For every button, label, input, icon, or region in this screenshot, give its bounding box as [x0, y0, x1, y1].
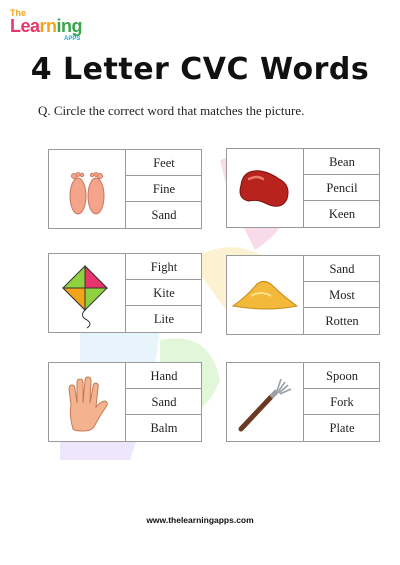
logo-text-top: The: [10, 8, 27, 18]
kite-icon: [49, 254, 125, 332]
word-option[interactable]: Most: [304, 282, 380, 308]
word-option[interactable]: Plate: [329, 421, 355, 435]
word-option[interactable]: Sand: [151, 208, 177, 222]
learning-apps-logo: [10, 8, 96, 44]
card-feet: [48, 149, 202, 229]
card-sand: [226, 255, 380, 335]
fork-icon: [227, 363, 303, 441]
word-option[interactable]: Pencil: [304, 175, 380, 201]
footer-url: www.thelearningapps.com: [146, 515, 254, 525]
sand-icon: [227, 256, 303, 334]
word-options: [303, 363, 380, 441]
word-option[interactable]: Bean: [304, 149, 380, 175]
word-option[interactable]: Sand: [126, 389, 202, 415]
word-options: [125, 363, 202, 441]
feet-icon: [49, 150, 125, 228]
card-bean: [226, 148, 380, 228]
logo-text-bottom: APPS: [64, 36, 81, 42]
logo-text-main: Learning: [10, 16, 83, 36]
word-option[interactable]: Fine: [126, 176, 202, 202]
word-option[interactable]: Fork: [304, 389, 380, 415]
word-option[interactable]: Feet: [126, 150, 202, 176]
card-fork: [226, 362, 380, 442]
word-option[interactable]: Rotten: [325, 314, 359, 328]
hand-icon: [49, 363, 125, 441]
word-option[interactable]: Lite: [153, 312, 175, 326]
word-options: [125, 150, 202, 228]
word-options: [125, 254, 202, 332]
word-option[interactable]: Fight: [126, 254, 202, 280]
word-options: [303, 256, 380, 334]
word-option[interactable]: Sand: [304, 256, 380, 282]
word-options: [303, 149, 380, 227]
worksheet-title: 4 Letter CVC Words: [30, 52, 370, 87]
card-kite: [48, 253, 202, 333]
word-option[interactable]: Spoon: [304, 363, 380, 389]
word-option[interactable]: Hand: [126, 363, 202, 389]
word-option[interactable]: Keen: [328, 207, 356, 221]
card-hand: [48, 362, 202, 442]
word-option[interactable]: Balm: [150, 421, 178, 435]
word-option[interactable]: Kite: [126, 280, 202, 306]
bean-icon: [227, 149, 303, 227]
question-text: Q. Circle the correct word that matches the picture.: [38, 103, 305, 118]
